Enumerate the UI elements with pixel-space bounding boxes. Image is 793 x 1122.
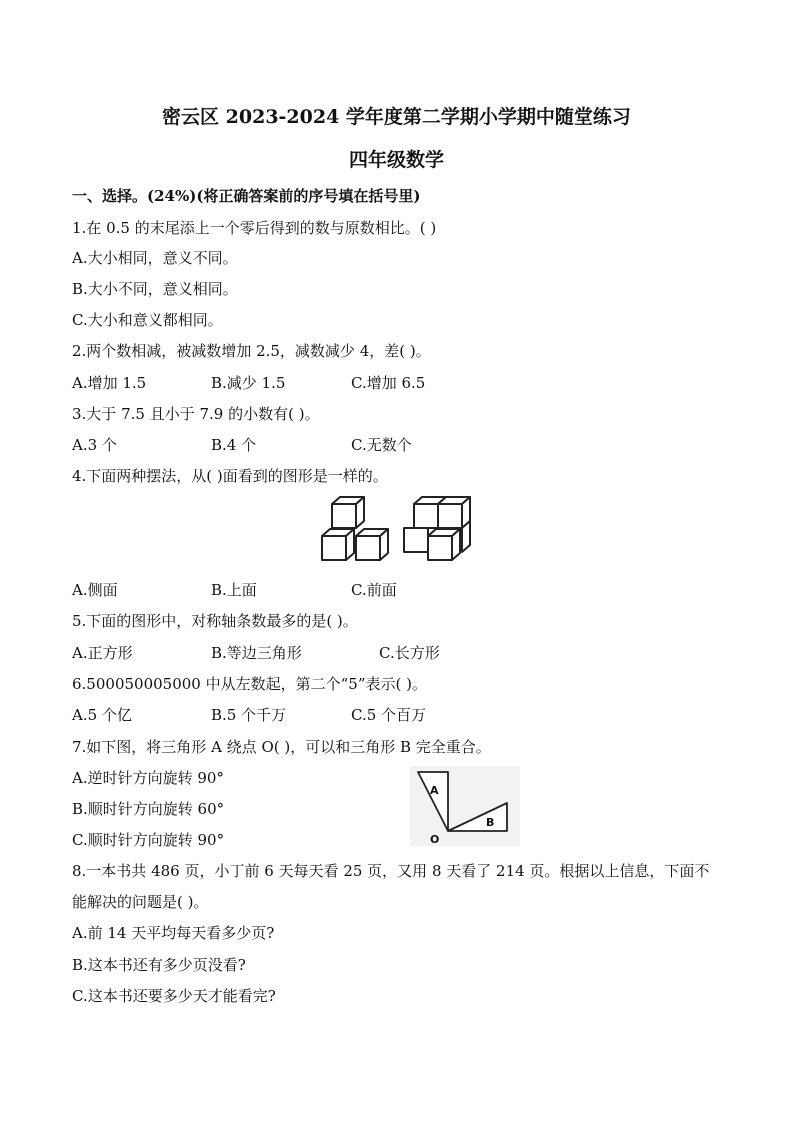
question-2-option-b: B.减少 1.5 — [211, 374, 286, 392]
question-8-stem-line-1: 8.一本书共 486 页，小丁前 6 天每天看 25 页，又用 8 天看了 214 页。根据以上信息，下面不 — [72, 862, 710, 880]
question-6-option-a: A.5 个亿 — [72, 706, 132, 724]
question-5-option-a: A.正方形 — [72, 644, 133, 662]
question-6-option-c: C.5 个百万 — [351, 706, 427, 724]
question-4-option-b: B.上面 — [211, 581, 257, 599]
triangle-b-label: B — [486, 816, 495, 829]
question-5-option-c: C.长方形 — [379, 644, 440, 662]
question-7-stem: 7.如下图，将三角形 A 绕点 O( )，可以和三角形 B 完全重合。 — [72, 738, 491, 756]
rotation-figure — [410, 766, 520, 846]
question-4-option-a: A.侧面 — [72, 581, 118, 599]
question-6-option-b: B.5 个千万 — [211, 706, 287, 724]
question-6-stem: 6.500050005000 中从左数起，第二个“5”表示( )。 — [72, 675, 427, 693]
question-8-stem-line-2: 能解决的问题是( )。 — [72, 893, 209, 911]
question-7-option-b: B.顺时针方向旋转 60° — [72, 800, 225, 818]
question-3-option-a: A.3 个 — [72, 436, 117, 454]
question-3-option-b: B.4 个 — [211, 436, 257, 454]
question-8-option-a: A.前 14 天平均每天看多少页? — [72, 924, 275, 942]
triangle-a-label: A — [430, 784, 439, 797]
question-2-stem: 2.两个数相减，被减数增加 2.5，减数减少 4，差( )。 — [72, 342, 431, 360]
question-7-option-a: A.逆时针方向旋转 90° — [72, 769, 224, 787]
page-subtitle: 四年级数学 — [348, 149, 444, 171]
question-1-stem: 1.在 0.5 的末尾添上一个零后得到的数与原数相比。( ) — [72, 219, 437, 237]
question-8-option-b: B.这本书还有多少页没看? — [72, 956, 246, 974]
question-3-option-c: C.无数个 — [351, 436, 412, 454]
page-title: 密云区 2023-2024 学年度第二学期小学期中随堂练习 — [162, 106, 631, 128]
question-4-option-c: C.前面 — [351, 581, 397, 599]
question-5-stem: 5.下面的图形中，对称轴条数最多的是( )。 — [72, 612, 358, 630]
section-heading: 一、选择。(24%)(将正确答案前的序号填在括号里) — [72, 187, 421, 205]
point-o-label: O — [430, 833, 440, 846]
question-3-stem: 3.大于 7.5 且小于 7.9 的小数有( )。 — [72, 405, 320, 423]
cube-arrangement-figure — [320, 494, 472, 572]
question-2-option-a: A.增加 1.5 — [72, 374, 147, 392]
question-7-option-c: C.顺时针方向旋转 90° — [72, 831, 225, 849]
question-1-option-b: B.大小不同，意义相同。 — [72, 280, 238, 298]
question-5-option-b: B.等边三角形 — [211, 644, 302, 662]
question-4-stem: 4.下面两种摆法，从( )面看到的图形是一样的。 — [72, 467, 388, 485]
question-1-option-a: A.大小相同，意义不同。 — [72, 249, 238, 267]
question-2-option-c: C.增加 6.5 — [351, 374, 426, 392]
question-1-option-c: C.大小和意义都相同。 — [72, 311, 223, 329]
question-8-option-c: C.这本书还要多少天才能看完? — [72, 987, 276, 1005]
